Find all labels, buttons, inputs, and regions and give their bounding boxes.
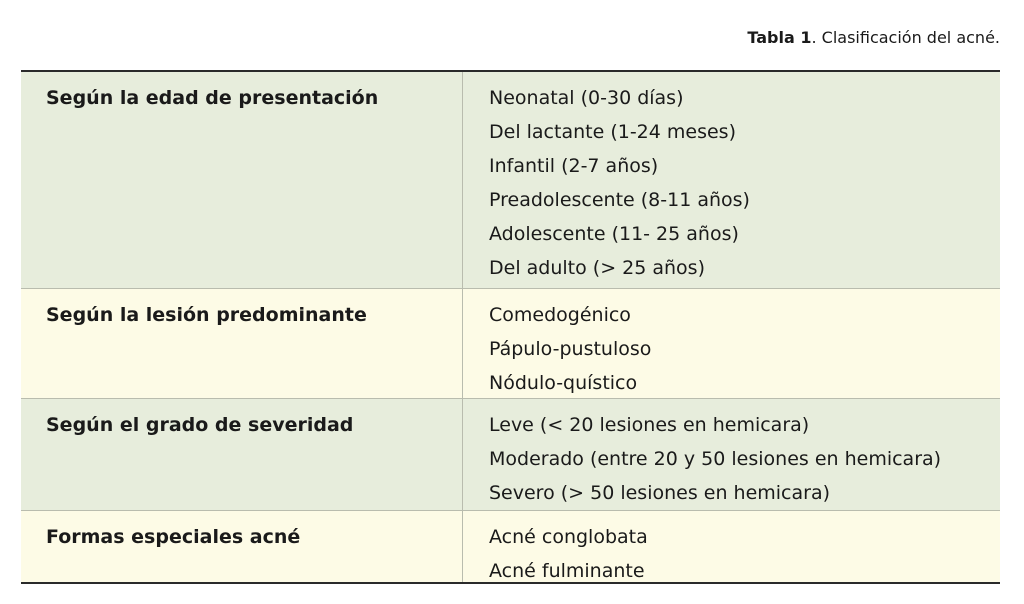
items-cell bbox=[463, 72, 1000, 288]
table-row-special bbox=[21, 511, 1000, 582]
caption-text: . Clasificación del acné. bbox=[811, 28, 1000, 47]
list-item: Adolescente (11- 25 años) bbox=[489, 223, 739, 245]
items-cell bbox=[463, 399, 1000, 510]
caption-label: Tabla 1 bbox=[747, 28, 812, 47]
items-cell bbox=[463, 511, 1000, 582]
list-item: Infantil (2-7 años) bbox=[489, 155, 659, 177]
list-item: Severo (> 50 lesiones en hemicara) bbox=[489, 482, 831, 504]
list-item: Leve (< 20 lesiones en hemicara) bbox=[489, 414, 810, 436]
category-cell: Según la lesión predominante bbox=[21, 289, 463, 398]
list-item: Acné fulminante bbox=[489, 560, 645, 582]
list-item: Acné conglobata bbox=[489, 526, 648, 548]
list-item: Neonatal (0-30 días) bbox=[489, 87, 684, 109]
list-item: Pápulo-pustuloso bbox=[489, 338, 652, 360]
table-row-severity bbox=[21, 399, 1000, 511]
table-row-lesion bbox=[21, 289, 1000, 399]
category-cell: Según el grado de severidad bbox=[21, 399, 463, 510]
list-item: Preadolescente (8-11 años) bbox=[489, 189, 750, 211]
list-item: Del adulto (> 25 años) bbox=[489, 257, 705, 279]
table-caption bbox=[747, 27, 1000, 49]
items-cell bbox=[463, 289, 1000, 398]
list-item: Comedogénico bbox=[489, 304, 631, 326]
list-item: Nódulo-quístico bbox=[489, 372, 638, 394]
list-item: Moderado (entre 20 y 50 lesiones en hemicara) bbox=[489, 448, 942, 470]
category-cell: Formas especiales acné bbox=[21, 511, 463, 582]
classification-table bbox=[21, 70, 1000, 584]
table-row-age bbox=[21, 72, 1000, 289]
list-item: Del lactante (1-24 meses) bbox=[489, 121, 736, 143]
category-cell: Según la edad de presentación bbox=[21, 72, 463, 288]
